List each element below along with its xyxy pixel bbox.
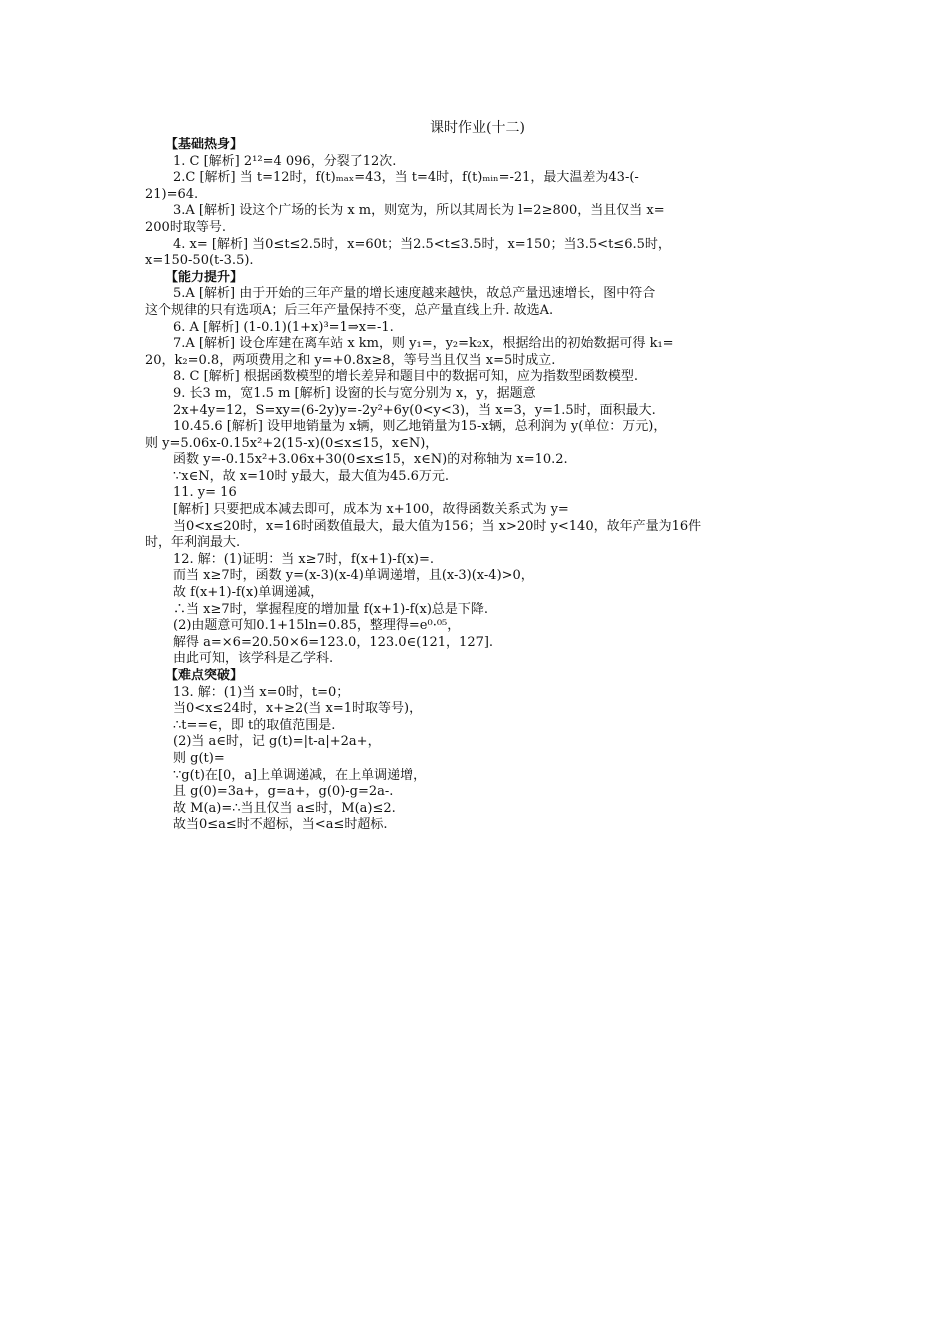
text-line: 故 f(x+1)-f(x)单调递减， (173, 585, 324, 601)
text-line: 13. 解：(1)当 x=0时，t=0； (173, 684, 350, 700)
text-line: 3.A [解析] 设这个广场的长为 x m，则宽为，所以其周长为 l=2≥800，当且仅当 x= (173, 203, 665, 219)
text-line: 而当 x≥7时，函数 y=(x-3)(x-4)单调递增，且(x-3)(x-4)>0， (173, 568, 534, 584)
text-line: 8. C [解析] 根据函数模型的增长差异和题目中的数据可知，应为指数型函数模型. (173, 369, 639, 385)
text-line: 且 g(0)=3a+，g=a+，g(0)-g=2a-. (173, 784, 394, 800)
text-line: 解得 a=×6=20.50×6=123.0，123.0∈(121，127]. (173, 634, 494, 650)
text-line: 200时取等号. (145, 219, 226, 235)
text-line: ∴当 x≥7时，掌握程度的增加量 f(x+1)-f(x)总是下降. (173, 601, 489, 617)
text-line: 6. A [解析] (1-0.1)(1+x)³=1⇒x=-1. (173, 319, 394, 335)
text-line: 21)=64. (145, 186, 199, 202)
text-line: 则 y=5.06x-0.15x²+2(15-x)(0≤x≤15，x∈N)， (145, 435, 439, 451)
text-line: 当0<x≤24时，x+≥2(当 x=1时取等号)， (173, 701, 423, 717)
text-line: [解析] 只要把成本减去即可，成本为 x+100，故得函数关系式为 y= (173, 502, 569, 518)
text-line: 10.45.6 [解析] 设甲地销量为 x辆，则乙地销量为15-x辆，总利润为 y(单位：万元)， (173, 419, 667, 435)
text-line: 当0<x≤20时，x=16时函数值最大，最大值为156；当 x>20时 y<140，故年产量为16件 (173, 518, 702, 534)
text-line: 这个规律的只有选项A；后三年产量保持不变，总产量直线上升. 故选A. (145, 302, 554, 318)
text-line: ∵x∈N，故 x=10时 y最大，最大值为45.6万元. (173, 468, 450, 484)
document-body (145, 137, 810, 834)
text-line: ∴t==∈，即 t的取值范围是. (173, 717, 336, 733)
text-line: 20，k₂=0.8，两项费用之和 y=+0.8x≥8，等号当且仅当 x=5时成立. (145, 352, 556, 368)
document-page (145, 120, 810, 834)
text-line: 2x+4y=12，S=xy=(6-2y)y=-2y²+6y(0<y<3)，当 x=3，y=1.5时，面积最大. (173, 402, 656, 418)
section-heading: 【能力提升】 (165, 269, 244, 285)
text-line: 故当0≤a≤时不超标，当<a≤时超标. (173, 817, 388, 833)
text-line: 9. 长3 m，宽1.5 m [解析] 设窗的长与宽分别为 x，y，据题意 (173, 385, 536, 401)
text-line: 由此可知，该学科是乙学科. (173, 651, 334, 667)
page-title: 课时作业(十二) (430, 120, 525, 136)
text-line: (2)由题意可知0.1+15ln=0.85，整理得=e⁰·⁰⁵， (173, 618, 461, 634)
text-line: 11. y= 16 (173, 485, 237, 501)
text-line: ∵g(t)在[0，a]上单调递减，在上单调递增， (173, 767, 427, 783)
text-line: 函数 y=-0.15x²+3.06x+30(0≤x≤15，x∈N)的对称轴为 x=10.2. (173, 452, 568, 468)
text-line: 时，年利润最大. (145, 535, 241, 551)
text-line: x=150-50(t-3.5). (145, 253, 254, 269)
text-line: 5.A [解析] 由于开始的三年产量的增长速度越来越快，故总产量迅速增长，图中符合 (173, 286, 656, 302)
text-line: 则 g(t)= (173, 750, 225, 766)
text-line: 故 M(a)=∴当且仅当 a≤时，M(a)≤2. (173, 800, 396, 816)
text-line: 7.A [解析] 设仓库建在离车站 x km，则 y₁=，y₂=k₂x，根据给出的初始数据可得 k₁= (173, 336, 674, 352)
text-line: 12. 解：(1)证明：当 x≥7时，f(x+1)-f(x)=. (173, 551, 435, 567)
text-line: 1. C [解析] 2¹²=4 096，分裂了12次. (173, 153, 397, 169)
section-heading: 【难点突破】 (165, 668, 244, 683)
text-line: (2)当 a∈时，记 g(t)=|t-a|+2a+， (173, 734, 381, 750)
text-line: 2.C [解析] 当 t=12时，f(t)ₘₐₓ=43，当 t=4时，f(t)ₘᵢₙ=-21，最大温差为43-(- (173, 170, 639, 186)
section-heading: 【基础热身】 (165, 137, 244, 152)
text-line: 4. x= [解析] 当0≤t≤2.5时，x=60t；当2.5<t≤3.5时，x=150；当3.5<t≤6.5时， (173, 236, 671, 252)
